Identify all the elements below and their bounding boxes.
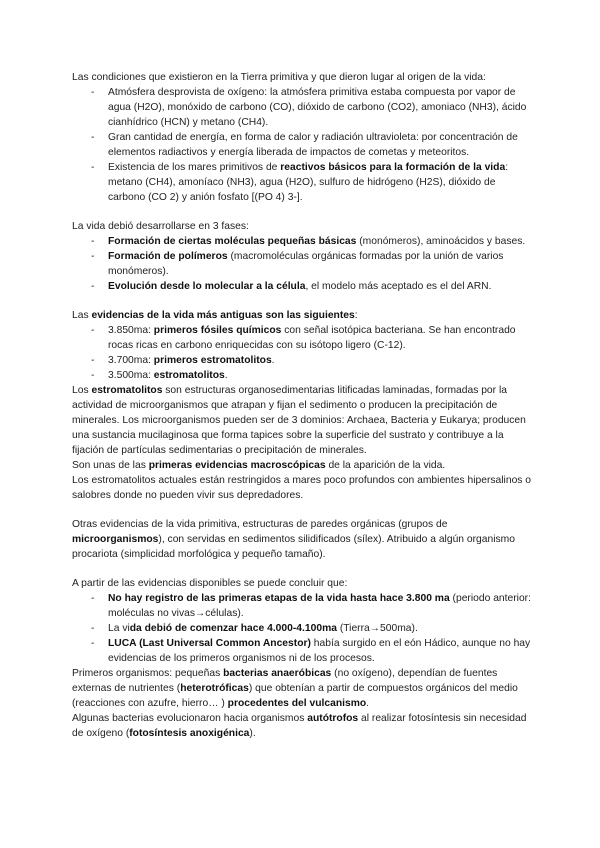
- dash-bullet: -: [91, 638, 95, 649]
- dash-bullet: -: [91, 370, 95, 381]
- dash-bullet: -: [91, 355, 95, 366]
- conclusion-intro: A partir de las evidencias disponibles se puede concluir que:: [72, 578, 348, 589]
- list-item: - Atmósfera desprovista de oxígeno: la atmósfera primitiva estaba compuesta por vapor de agua (H2O), monóxido de carbono (CO), dióxido de carbono (CO2), amoniaco (NH3), ácido cianhídrico (HCN) y metano (CH4).: [91, 87, 527, 128]
- list-item: - 3.700ma: primeros estromatolitos.: [91, 355, 275, 366]
- dash-bullet: -: [91, 593, 95, 604]
- evidence-list: [72, 323, 532, 383]
- list-item: - Gran cantidad de energía, en forma de calor y radiación ultravioleta: por concentración de elementos radiactivos y energía liberada de impactos de cometas y meteoritos.: [91, 132, 518, 158]
- stromatolites-paragraph: Los estromatolitos son estructuras organosedimentarias litificadas laminadas, formadas por la actividad de microorganismos que atrapan y fijan el sedimento o producen la precipitación de minerales. Los microorganismos pueden ser de 3 dominios: Archaea, Bacteria y Eukarya; producen una sustancia mucilaginosa que forma tapices sobre la superficie del sustrato y contribuye a la fijación de partículas sedimentarias o precipitación de minerales.: [72, 385, 526, 456]
- dash-bullet: -: [91, 236, 95, 247]
- list-item: - Evolución desde lo molecular a la célula, el modelo más aceptado es el del ARN.: [91, 281, 492, 292]
- evidence-intro: Las evidencias de la vida más antiguas son las siguientes:: [72, 310, 358, 321]
- list-item: - LUCA (Last Universal Common Ancestor) había surgido en el eón Hádico, aunque no hay evidencias de los primeros organismos ni de los procesos.: [91, 638, 531, 664]
- list-item: - Existencia de los mares primitivos de reactivos básicos para la formación de la vida: metano (CH4), amoníaco (NH3), agua (H2O), sulfuro de hidrógeno (H2S), dióxido de carbono (CO 2) y anión fosfato [(PO 4) 3-].: [91, 162, 509, 203]
- list-item: - Formación de polímeros (macromoléculas orgánicas formadas por la unión de varios monómeros).: [91, 251, 504, 277]
- autotrophs-paragraph: Algunas bacterias evolucionaron hacia organismos autótrofos al realizar fotosíntesis sin necesidad de oxígeno (fotosíntesis anoxigénica).: [72, 713, 527, 739]
- dash-bullet: -: [91, 623, 95, 634]
- list-item: - 3.500ma: estromatolitos.: [91, 370, 228, 381]
- conclusions-list: [72, 591, 532, 666]
- dash-bullet: -: [91, 281, 95, 292]
- dash-bullet: -: [91, 132, 95, 143]
- other-evidence-paragraph: Otras evidencias de la vida primitiva, estructuras de paredes orgánicas (grupos de microorganismos), con servidas en sedimentos silidificados (sílex). Atribuido a algún organismo procariota (simplicidad morfológica y pequeño tamaño).: [72, 519, 515, 560]
- list-item: - La vida debió de comenzar hace 4.000-4.100ma (Tierra→500ma).: [91, 623, 418, 634]
- macroscopic-evidence-paragraph: Son unas de las primeras evidencias macroscópicas de la aparición de la vida.: [72, 460, 446, 471]
- phases-list: [72, 234, 532, 294]
- dash-bullet: -: [91, 162, 95, 173]
- list-item: - Formación de ciertas moléculas pequeñas básicas (monómeros), aminoácidos y bases.: [91, 236, 526, 247]
- conditions-intro: Las condiciones que existieron en la Tierra primitiva y que dieron lugar al origen de la vida:: [72, 72, 486, 83]
- dash-bullet: -: [91, 325, 95, 336]
- list-item: - 3.850ma: primeros fósiles químicos con señal isotópica bacteriana. Se han encontrado rocas ricas en carbono enriquecidas con su isótopo ligero (C-12).: [91, 325, 516, 351]
- list-item: - No hay registro de las primeras etapas de la vida hasta hace 3.800 ma (periodo anterior: moléculas no vivas→células).: [91, 593, 531, 619]
- document-page: [72, 70, 532, 741]
- current-stromatolites-paragraph: Los estromatolitos actuales están restringidos a mares poco profundos con ambientes hipersalinos o salobres donde no pueden vivir sus depredadores.: [72, 475, 532, 501]
- dash-bullet: -: [91, 251, 95, 262]
- first-organisms-paragraph: Primeros organismos: pequeñas bacterias anaeróbicas (no oxígeno), dependían de fuentes externas de nutrientes (heterotróficas) que obtenían a partir de compuestos orgánicos del medio (reacciones con azufre, hierro… ) procedentes del vulcanismo.: [72, 668, 518, 709]
- phases-intro: La vida debió desarrollarse en 3 fases:: [72, 221, 249, 232]
- dash-bullet: -: [91, 87, 95, 98]
- conditions-list: [72, 85, 532, 205]
